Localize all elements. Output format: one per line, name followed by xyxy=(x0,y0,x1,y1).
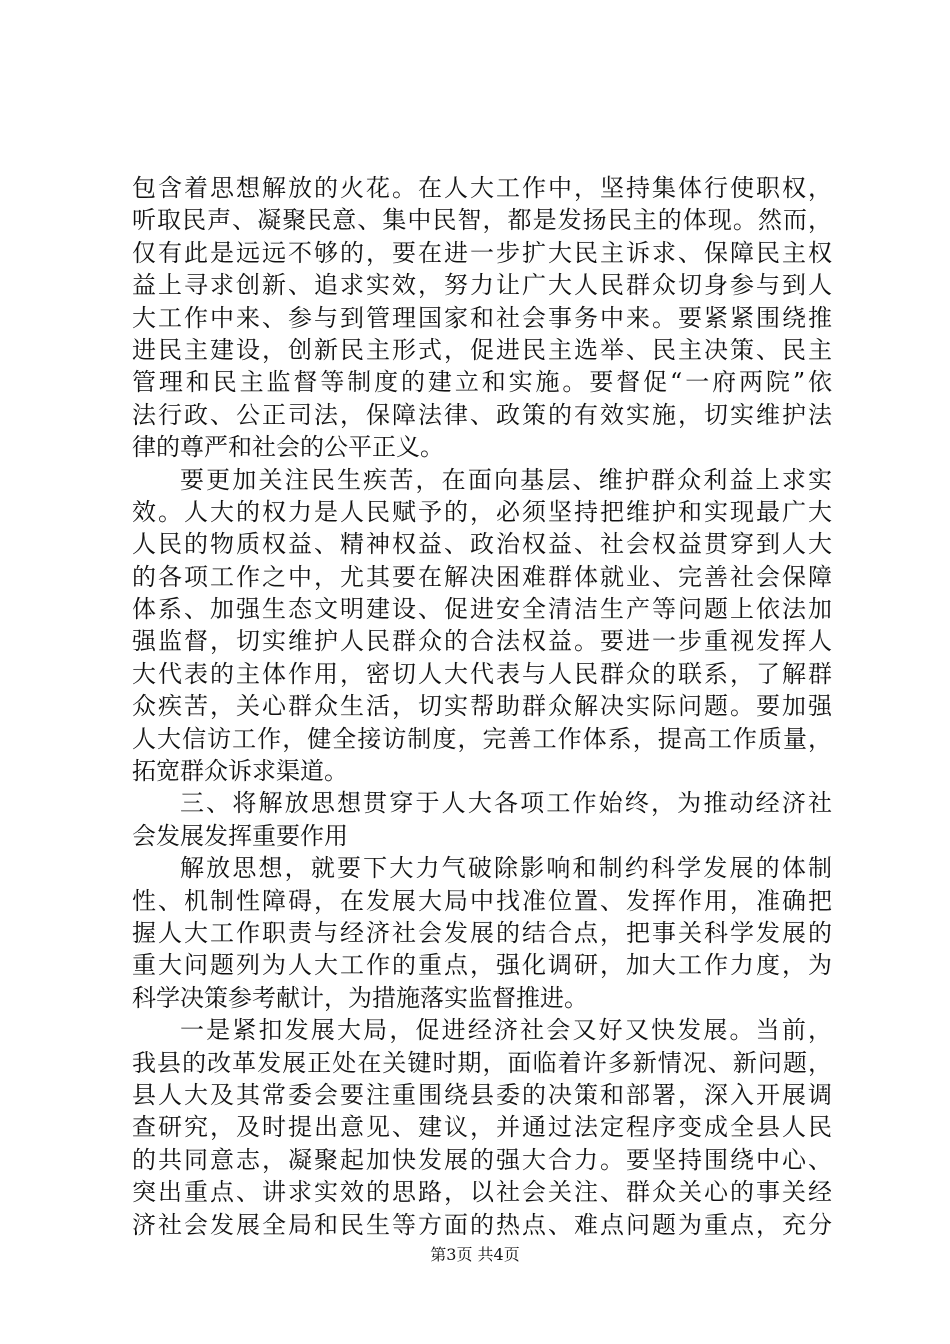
text-line: 众疾苦，关心群众生活，切实帮助群众解决实际问题。要加强 xyxy=(132,692,832,721)
text-line: 拓宽群众诉求渠道。 xyxy=(132,757,348,786)
text-line: 大代表的主体作用，密切人大代表与人民群众的联系，了解群 xyxy=(132,659,832,688)
text-line: 益上寻求创新、追求实效，努力让广大人民群众切身参与到人 xyxy=(132,271,832,300)
text-line: 仅有此是远远不够的，要在进一步扩大民主诉求、保障民主权 xyxy=(132,238,832,267)
text-line: 人大信访工作，健全接访制度，完善工作体系，提高工作质量， xyxy=(132,724,832,753)
text-line: 科学决策参考献计，为措施落实监督推进。 xyxy=(132,983,588,1012)
text-line: 要更加关注民生疾苦，在面向基层、维护群众利益上求实 xyxy=(180,465,832,494)
text-line: 查研究，及时提出意见、建议，并通过法定程序变成全县人民 xyxy=(132,1113,832,1142)
text-line: 体系、加强生态文明建设、促进安全清洁生产等问题上依法加 xyxy=(132,595,832,624)
text-line: 我县的改革发展正处在关键时期，面临着许多新情况、新问题， xyxy=(132,1048,832,1077)
text-line: 听取民声、凝聚民意、集中民智，都是发扬民主的体现。然而， xyxy=(132,206,832,235)
text-line: 管理和民主监督等制度的建立和实施。要督促“一府两院”依 xyxy=(132,368,832,397)
text-line: 济社会发展全局和民生等方面的热点、难点问题为重点，充分 xyxy=(132,1210,832,1239)
text-line: 会发展发挥重要作用 xyxy=(132,821,348,850)
text-line: 的共同意志，凝聚起加快发展的强大合力。要坚持围绕中心、 xyxy=(132,1145,832,1174)
text-line: 县人大及其常委会要注重围绕县委的决策和部署，深入开展调 xyxy=(132,1080,832,1109)
text-line: 重大问题列为人大工作的重点，强化调研，加大工作力度，为 xyxy=(132,951,832,980)
page-footer: 第3页 共4页 xyxy=(430,1245,520,1264)
text-line: 人民的物质权益、精神权益、政治权益、社会权益贯穿到人大 xyxy=(132,530,832,559)
text-line: 突出重点、讲求实效的思路，以社会关注、群众关心的事关经 xyxy=(132,1178,832,1207)
document-body xyxy=(132,172,832,1241)
text-line: 法行政、公正司法，保障法律、政策的有效实施，切实维护法 xyxy=(132,400,832,429)
text-line: 性、机制性障碍，在发展大局中找准位置、发挥作用，准确把 xyxy=(132,886,832,915)
text-line: 解放思想，就要下大力气破除影响和制约科学发展的体制 xyxy=(180,854,832,883)
text-line: 律的尊严和社会的公平正义。 xyxy=(132,433,444,462)
text-line: 效。人大的权力是人民赋予的，必须坚持把维护和实现最广大 xyxy=(132,497,832,526)
text-line: 大工作中来、参与到管理国家和社会事务中来。要紧紧围绕推 xyxy=(132,303,832,332)
text-line: 三、将解放思想贯穿于人大各项工作始终，为推动经济社 xyxy=(180,789,832,818)
text-line: 一是紧扣发展大局，促进经济社会又好又快发展。当前， xyxy=(180,1016,832,1045)
text-line: 的各项工作之中，尤其要在解决困难群体就业、完善社会保障 xyxy=(132,562,832,591)
text-line: 强监督，切实维护人民群众的合法权益。要进一步重视发挥人 xyxy=(132,627,832,656)
text-line: 包含着思想解放的火花。在人大工作中，坚持集体行使职权， xyxy=(132,174,832,202)
text-line: 进民主建设，创新民主形式，促进民主选举、民主决策、民主 xyxy=(132,335,832,364)
text-line: 握人大工作职责与经济社会发展的结合点，把事关科学发展的 xyxy=(132,918,832,947)
